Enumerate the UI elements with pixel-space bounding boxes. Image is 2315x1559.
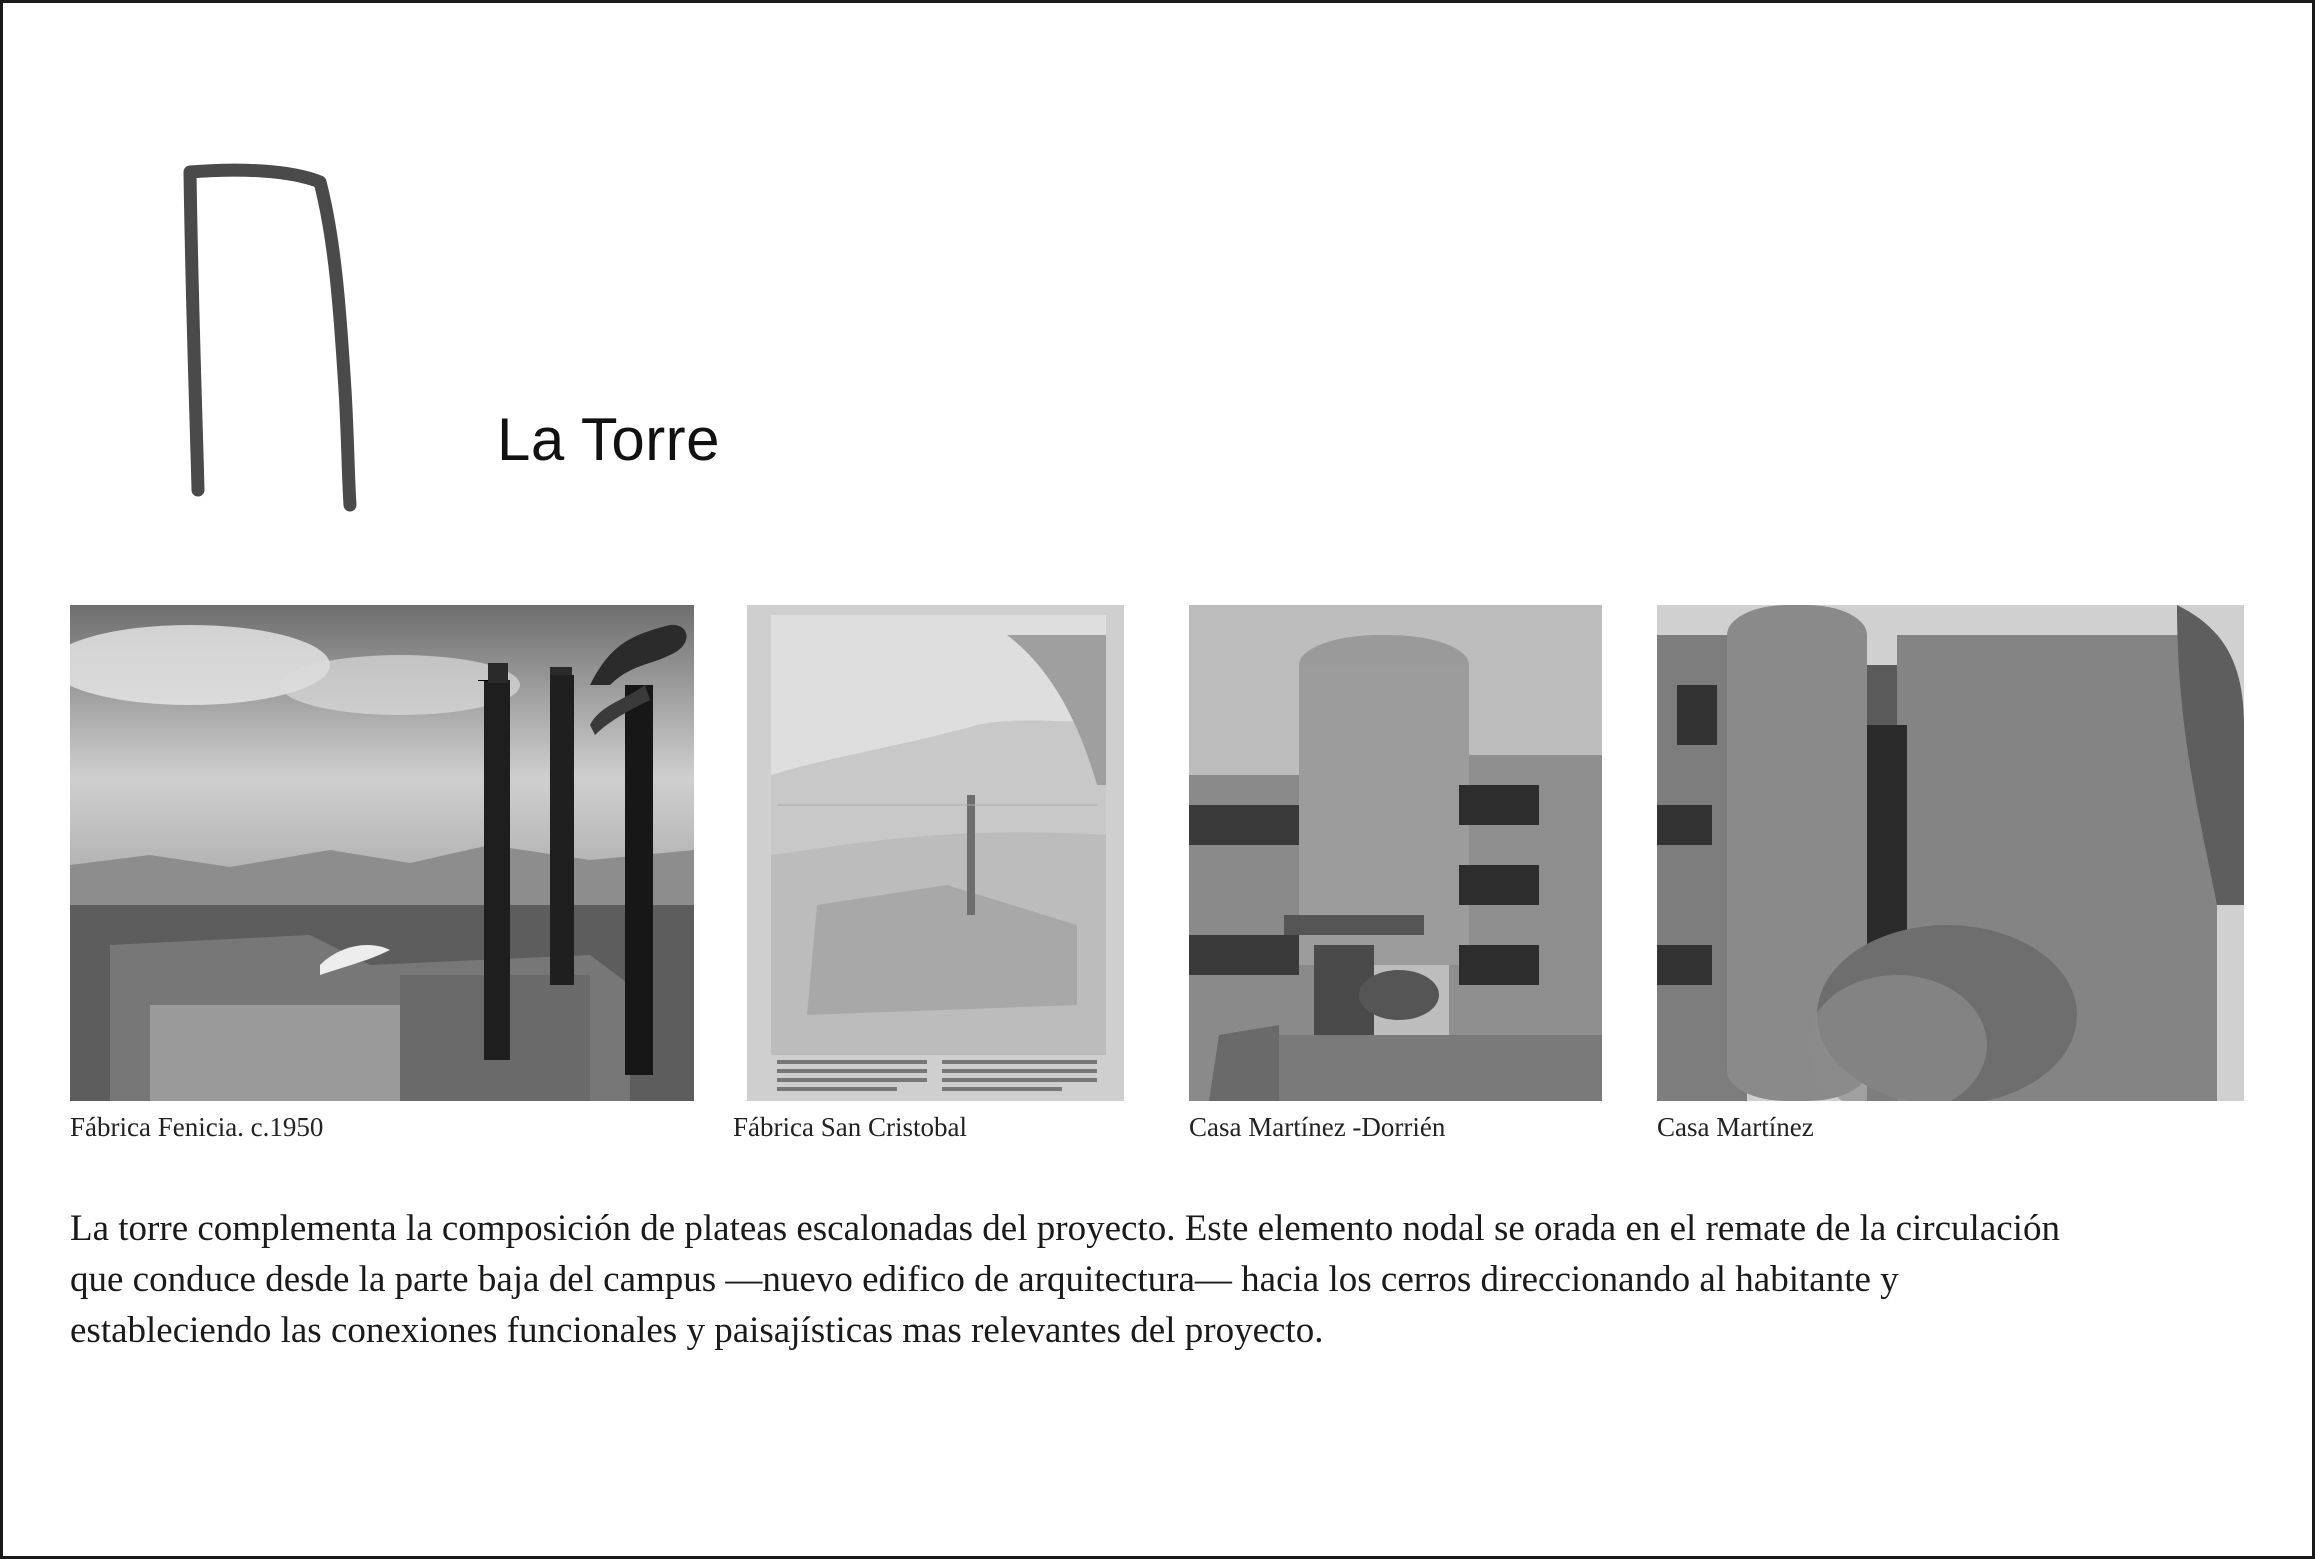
factory-sketch-document — [747, 605, 1124, 1101]
brick-house-tower-photo — [1657, 605, 2244, 1101]
description-line: estableciendo las conexiones funcionales y paisajísticas mas relevantes del proyecto. — [70, 1310, 1324, 1351]
figure-caption: Casa Martínez -Dorrién — [1189, 1112, 1446, 1142]
figure-caption: Fábrica San Cristobal — [733, 1112, 967, 1142]
brick-house-round-tower-photo — [1189, 605, 1602, 1101]
description-line: que conduce desde la parte baja del campus —nuevo edifico de arquitectura— hacia los cerros direccionando al habitante y — [70, 1259, 1899, 1300]
page-title: La Torre — [497, 406, 721, 473]
factory-chimneys-photo — [70, 605, 694, 1101]
description-paragraph — [70, 1203, 2250, 1356]
description-line: La torre complementa la composición de plateas escalonadas del proyecto. Este elemento nodal se orada en el remate de la circulación — [70, 1208, 2060, 1249]
figure-caption: Fábrica Fenicia. c.1950 — [70, 1112, 324, 1142]
figure-caption: Casa Martínez — [1657, 1112, 1814, 1142]
arch-logo-icon — [170, 160, 370, 515]
